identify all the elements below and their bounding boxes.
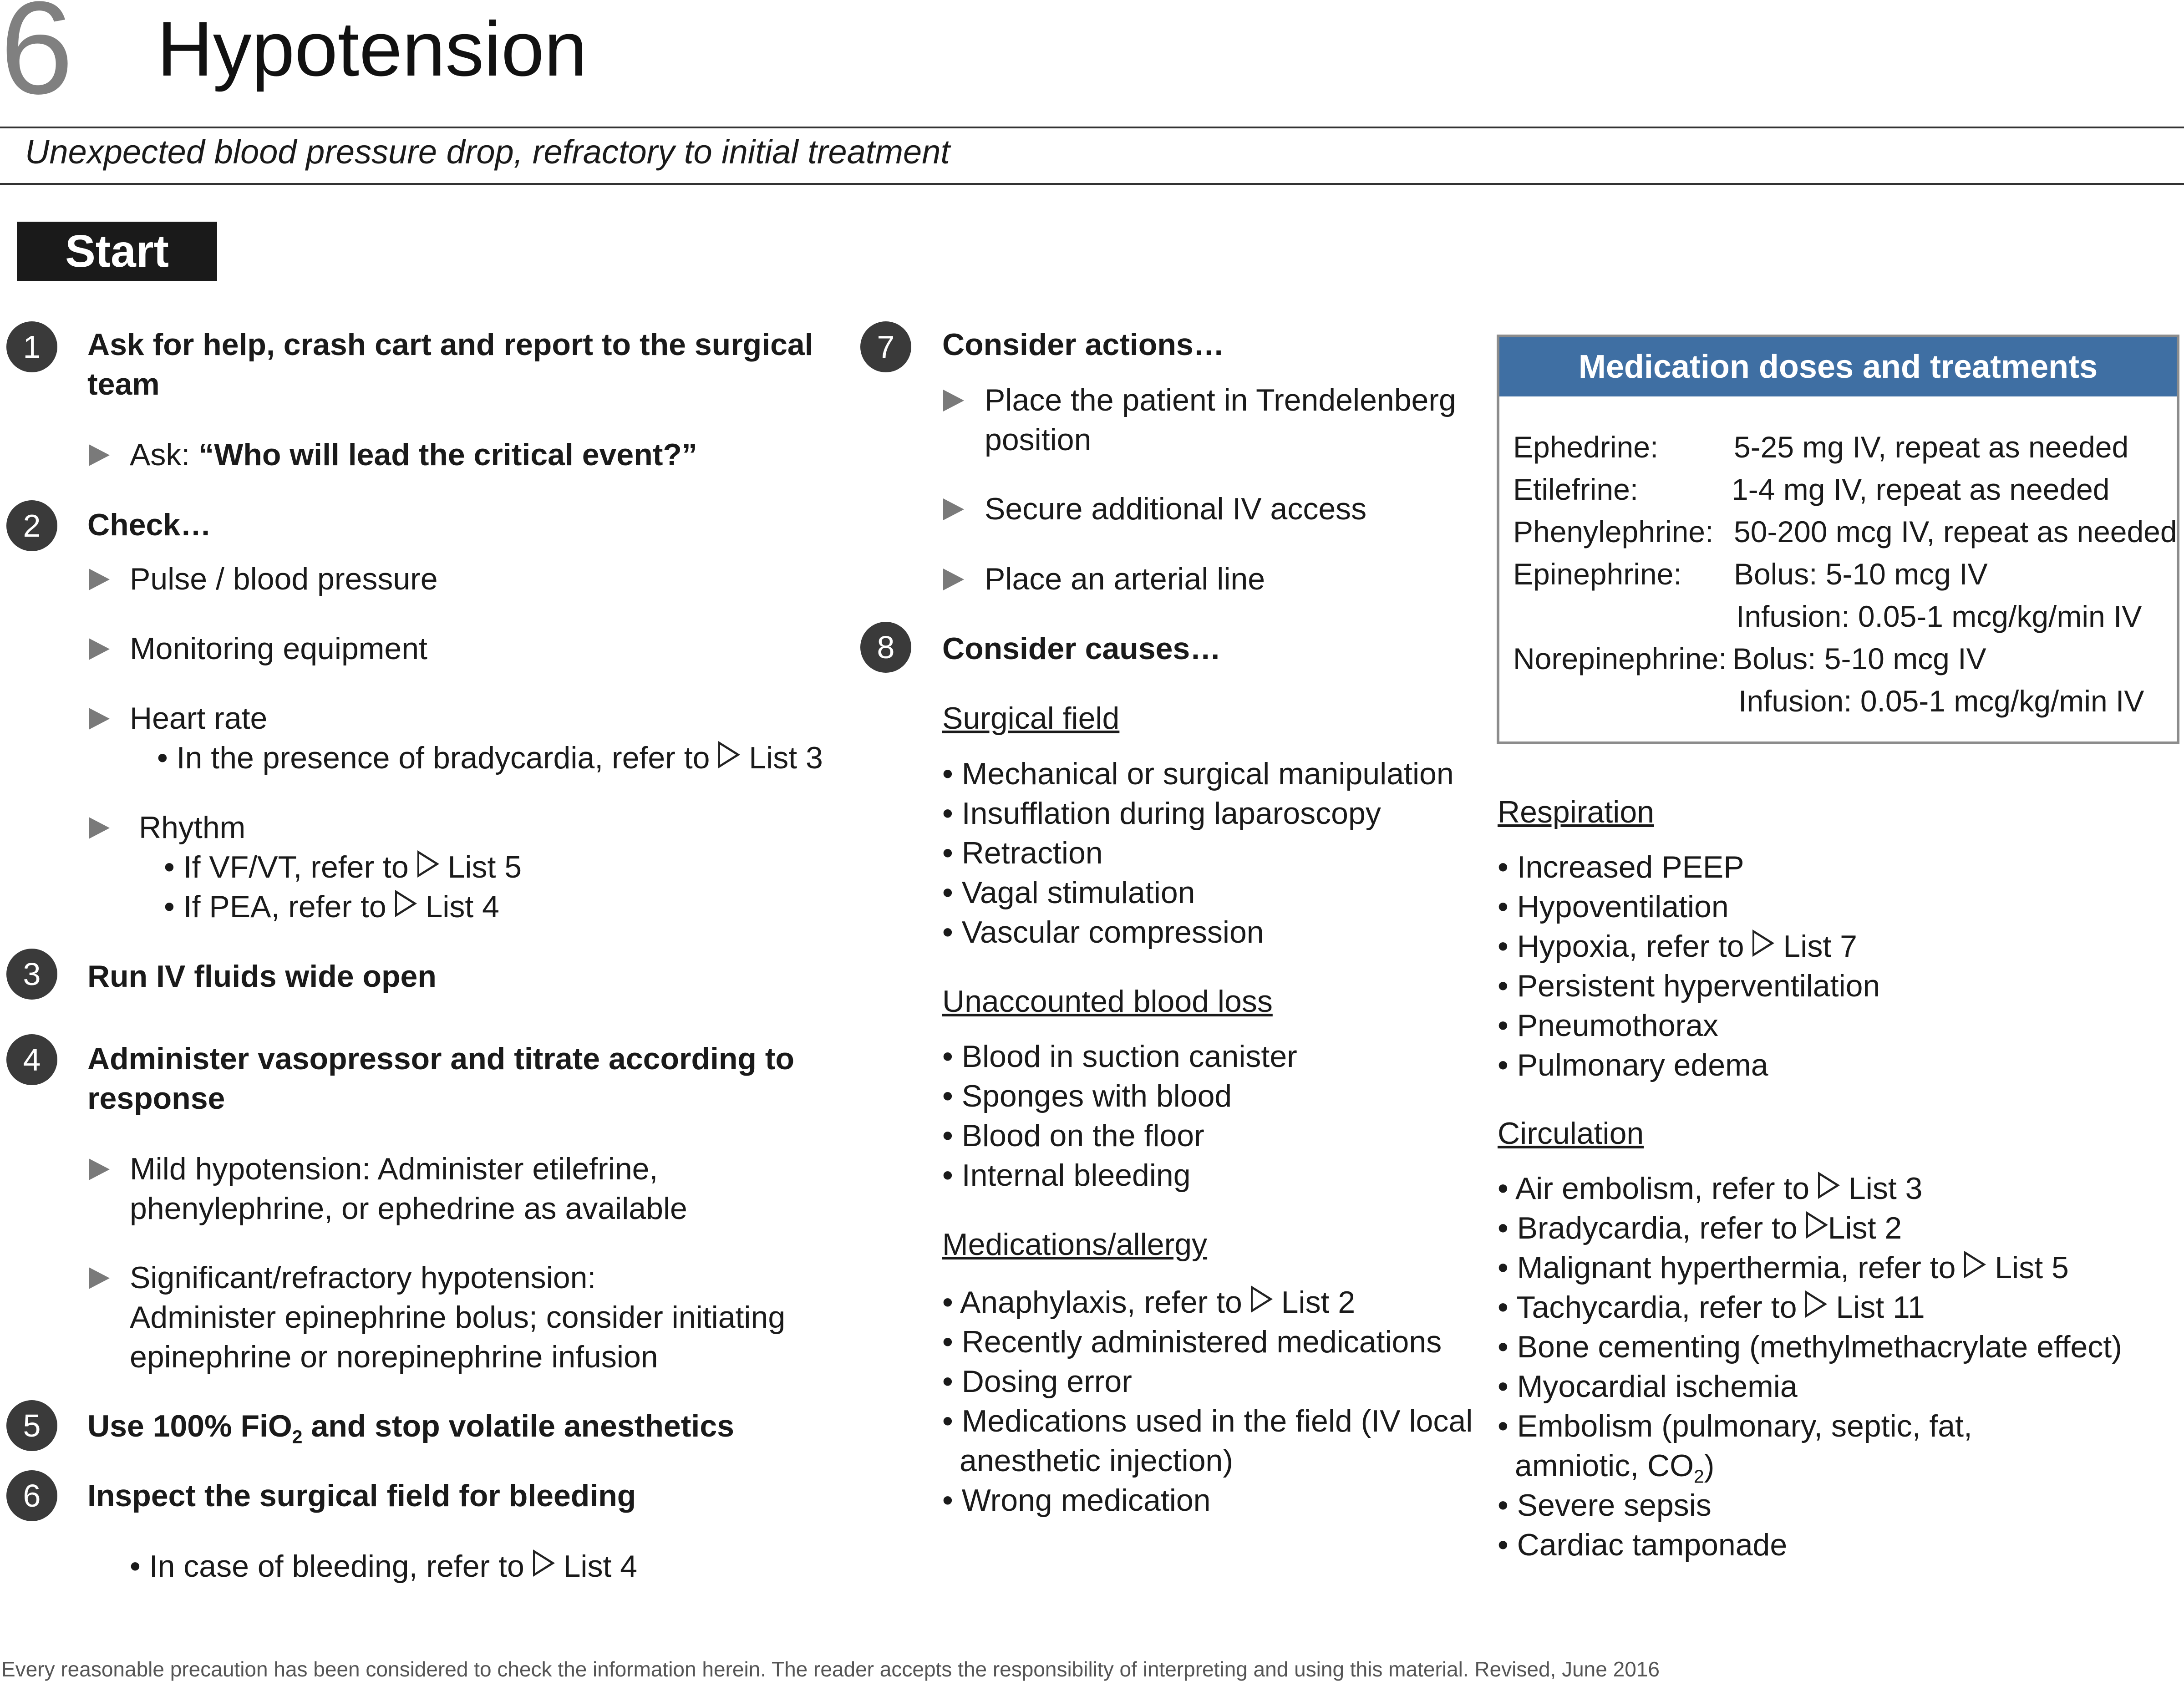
respiration-heading: Respiration xyxy=(1498,795,1654,829)
header-rule-bottom xyxy=(0,183,2184,185)
action-trendelenberg: Place the patient in Trendelenberg xyxy=(985,383,1456,417)
list-item: • Vagal stimulation xyxy=(942,875,1195,910)
list-arrow-icon xyxy=(1251,1285,1273,1313)
list-arrow-icon xyxy=(1752,929,1774,957)
blood-loss-heading: Unaccounted blood loss xyxy=(942,984,1273,1019)
step-7-title: Consider actions… xyxy=(942,327,1224,362)
list-item: • Tachycardia, refer to List 11 xyxy=(1498,1290,1925,1325)
list-item: • Myocardial ischemia xyxy=(1498,1369,1798,1404)
page-subtitle: Unexpected blood pressure drop, refractory to initial treatment xyxy=(25,133,950,171)
list-item: • Retraction xyxy=(942,836,1103,870)
list-item: • Dosing error xyxy=(942,1364,1132,1399)
list-arrow-icon xyxy=(417,850,439,878)
list-item: • Hypoxia, refer to List 7 xyxy=(1498,929,1857,964)
list-item: • Severe sepsis xyxy=(1498,1488,1712,1523)
pea-note: • If PEA, refer to List 4 xyxy=(164,889,499,924)
list-item: • Sponges with blood xyxy=(942,1079,1232,1113)
list-item: • Pneumothorax xyxy=(1498,1008,1718,1043)
med-dose: 50-200 mcg IV, repeat as needed xyxy=(1734,515,2177,548)
medication-box-header: Medication doses and treatments xyxy=(1499,337,2177,396)
step-3-badge: 3 xyxy=(6,949,57,1000)
list-item: • Increased PEEP xyxy=(1498,850,1744,884)
list-item: • Pulmonary edema xyxy=(1498,1048,1768,1082)
surgical-field-heading: Surgical field xyxy=(942,701,1120,736)
arrow-icon xyxy=(943,498,964,520)
circulation-heading: Circulation xyxy=(1498,1116,1644,1151)
arrow-icon xyxy=(89,817,110,839)
med-dose: 1-4 mg IV, repeat as needed xyxy=(1732,472,2110,506)
list-item-cont: anesthetic injection) xyxy=(960,1443,1234,1478)
step-4-title: Administer vasopressor and titrate according to xyxy=(87,1041,795,1076)
significant-hypotension-cont: Administer epinephrine bolus; consider initiating xyxy=(130,1300,786,1335)
list-arrow-icon xyxy=(1806,1211,1828,1239)
arrow-icon xyxy=(943,569,964,590)
vfvt-note: • If VF/VT, refer to List 5 xyxy=(164,850,522,884)
list-item: • Blood on the floor xyxy=(942,1118,1204,1153)
med-dose: Infusion: 0.05-1 mcg/kg/min IV xyxy=(1736,599,2142,633)
significant-hypotension: Significant/refractory hypotension: xyxy=(130,1260,596,1295)
list-arrow-icon xyxy=(533,1549,555,1577)
list-item: • Air embolism, refer to List 3 xyxy=(1498,1171,1923,1206)
list-item-cont: amniotic, $CO_2$) xyxy=(1515,1448,1715,1487)
list-item: • Recently administered medications xyxy=(942,1325,1442,1359)
significant-hypotension-cont2: epinephrine or norepinephrine infusion xyxy=(130,1340,658,1374)
list-arrow-icon xyxy=(1805,1290,1827,1318)
list-arrow-icon xyxy=(1818,1172,1840,1199)
footer-disclaimer: Every reasonable precaution has been considered to check the information herein. The reader accepts the responsibility of interpreting and using this material. Revised, June 2016 xyxy=(1,1657,1660,1681)
check-pulse: Pulse / blood pressure xyxy=(130,562,438,596)
list-item: • Internal bleeding xyxy=(942,1158,1191,1193)
med-name: Ephedrine: xyxy=(1513,430,1659,464)
start-label: Start xyxy=(17,222,217,281)
step-4-title-cont: response xyxy=(87,1081,225,1116)
bradycardia-note: • In the presence of bradycardia, refer to List 3 xyxy=(157,741,823,775)
list-arrow-icon xyxy=(1964,1251,1986,1278)
arrow-icon xyxy=(89,638,110,660)
med-name: Epinephrine: xyxy=(1513,557,1682,591)
med-dose: Infusion: 0.05-1 mcg/kg/min IV xyxy=(1738,684,2144,718)
step-6-badge: 6 xyxy=(6,1470,57,1521)
step-7-badge: 7 xyxy=(860,321,911,372)
action-trendelenberg-cont: position xyxy=(985,422,1092,457)
step-4-badge: 4 xyxy=(6,1034,57,1085)
medication-doses-box xyxy=(1497,335,2179,744)
step-2-title: Check… xyxy=(87,508,212,542)
arrow-icon xyxy=(89,1158,110,1180)
step-1-title: Ask for help, crash cart and report to the surgical xyxy=(87,327,813,362)
mild-hypotension-cont: phenylephrine, or ephedrine as available xyxy=(130,1191,687,1226)
med-dose: 5-25 mg IV, repeat as needed xyxy=(1734,430,2129,464)
med-dose: Bolus: 5-10 mcg IV xyxy=(1734,557,1988,591)
list-number: 6 xyxy=(0,0,74,122)
check-monitoring: Monitoring equipment xyxy=(130,631,427,666)
step-5-title: Use 100% FiO$_2$ and stop volatile anesthetics xyxy=(87,1409,734,1447)
arrow-icon xyxy=(89,569,110,590)
step-1-ask: Ask: “Who will lead the critical event?” xyxy=(130,437,697,472)
list-item: • Wrong medication xyxy=(942,1483,1211,1518)
arrow-icon xyxy=(89,1267,110,1289)
medications-allergy-heading: Medications/allergy xyxy=(942,1227,1208,1262)
step-1-badge: 1 xyxy=(6,321,57,372)
list-item: • Bone cementing (methylmethacrylate effect) xyxy=(1498,1330,2122,1364)
list-arrow-icon xyxy=(395,890,417,917)
step-2-badge: 2 xyxy=(6,500,57,551)
step-3-title: Run IV fluids wide open xyxy=(87,959,437,994)
check-rhythm: Rhythm xyxy=(139,810,246,845)
step-6-title: Inspect the surgical field for bleeding xyxy=(87,1478,636,1513)
bleeding-note: • In case of bleeding, refer to List 4 xyxy=(130,1549,638,1584)
action-arterial-line: Place an arterial line xyxy=(985,562,1265,596)
list-item: • Hypoventilation xyxy=(1498,889,1729,924)
list-item: • Insufflation during laparoscopy xyxy=(942,796,1381,831)
mild-hypotension: Mild hypotension: Administer etilefrine, xyxy=(130,1152,658,1186)
list-item: • Embolism (pulmonary, septic, fat, xyxy=(1498,1409,1972,1443)
list-item: • Medications used in the field (IV local xyxy=(942,1404,1473,1438)
list-item: • Mechanical or surgical manipulation xyxy=(942,757,1454,791)
step-1-title-cont: team xyxy=(87,367,160,401)
check-heart-rate: Heart rate xyxy=(130,701,268,736)
med-dose: Bolus: 5-10 mcg IV xyxy=(1732,642,1986,675)
list-item: • Cardiac tamponade xyxy=(1498,1528,1788,1562)
header-rule-top xyxy=(0,127,2184,128)
list-item: • Bradycardia, refer to List 2 xyxy=(1498,1211,1902,1245)
arrow-icon xyxy=(89,708,110,730)
page-title: Hypotension xyxy=(157,6,588,92)
step-8-title: Consider causes… xyxy=(942,631,1221,666)
arrow-icon xyxy=(89,444,110,466)
arrow-icon xyxy=(943,390,964,411)
med-name: Phenylephrine: xyxy=(1513,515,1714,548)
action-iv-access: Secure additional IV access xyxy=(985,492,1367,526)
list-arrow-icon xyxy=(718,741,740,768)
list-item: • Malignant hyperthermia, refer to List 5 xyxy=(1498,1250,2069,1285)
med-name: Etilefrine: xyxy=(1513,472,1639,506)
step-8-badge: 8 xyxy=(860,622,911,673)
med-name: Norepinephrine: xyxy=(1513,642,1727,675)
list-item: • Vascular compression xyxy=(942,915,1264,950)
list-item: • Anaphylaxis, refer to List 2 xyxy=(942,1285,1356,1320)
step-5-badge: 5 xyxy=(6,1400,57,1451)
list-item: • Persistent hyperventilation xyxy=(1498,969,1880,1003)
list-item: • Blood in suction canister xyxy=(942,1039,1297,1074)
